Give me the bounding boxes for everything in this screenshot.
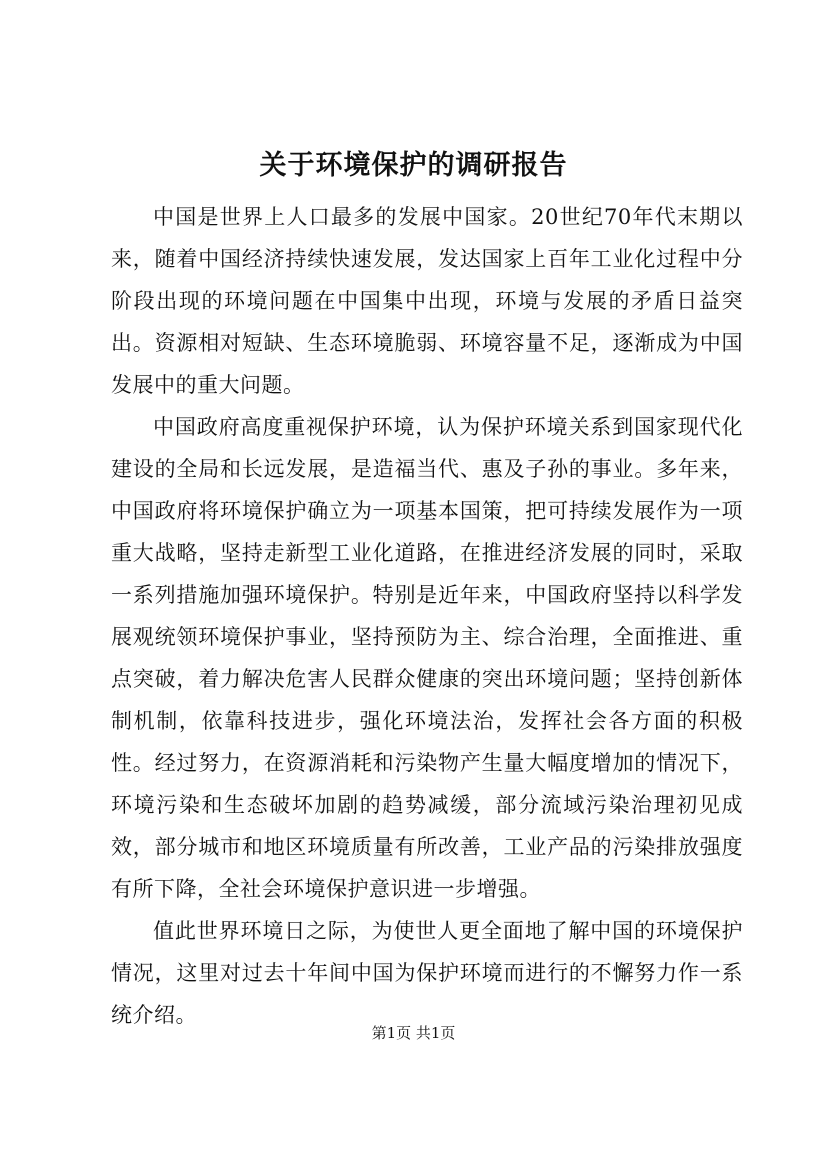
- paragraph-2: 中国政府高度重视保护环境，认为保护环境关系到国家现代化建设的全局和长远发展，是造福当代、惠及子孙的事业。多年来，中国政府将环境保护确立为一项基本国策，把可持续发展作为一项重大战略，坚持走新型工业化道路，在推进经济发展的同时，采取一系列措施加强环境保护。特别是近年来，中国政府坚持以科学发展观统领环境保护事业，坚持预防为主、综合治理，全面推进、重点突破，着力解决危害人民群众健康的突出环境问题；坚持创新体制机制，依靠科技进步，强化环境法治，发挥社会各方面的积极性。经过努力，在资源消耗和污染物产生量大幅度增加的情况下，环境污染和生态破坏加剧的趋势减缓，部分流域污染治理初见成效，部分城市和地区环境质量有所改善，工业产品的污染排放强度有所下降，全社会环境保护意识进一步增强。: [111, 415, 743, 901]
- page-footer: [0, 1022, 827, 1044]
- paragraph-1: 中国是世界上人口最多的发展中国家。20世纪70年代末期以来，随着中国经济持续快速发展，发达国家上百年工业化过程中分阶段出现的环境问题在中国集中出现，环境与发展的矛盾日益突出。资源相对短缺、生态环境脆弱、环境容量不足，逐渐成为中国发展中的重大问题。: [111, 205, 743, 397]
- document-title: 关于环境保护的调研报告: [259, 150, 568, 181]
- page-number-label: 第1页 共1页: [371, 1024, 456, 1042]
- document-body: [111, 196, 743, 1036]
- paragraph-3: 值此世界环境日之际，为使世人更全面地了解中国的环境保护情况，这里对过去十年间中国为保护环境而进行的不懈努力作一系统介绍。: [111, 919, 743, 1027]
